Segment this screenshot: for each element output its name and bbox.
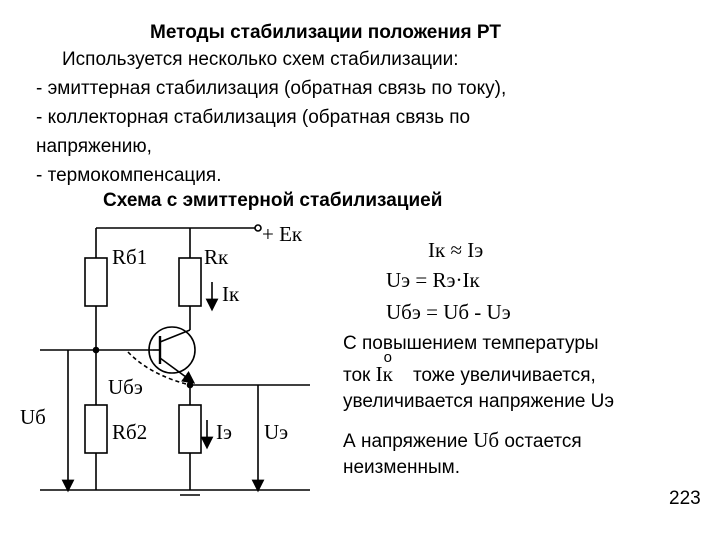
explanation-voltage: А напряжение (343, 431, 468, 452)
list-item-collector-cont: напряжению, (36, 136, 152, 157)
explanation-line-4 (343, 428, 582, 453)
circuit-subtitle: Схема с эмиттерной стабилизацией (103, 190, 443, 211)
current-ik: Iк (375, 362, 393, 386)
supply-terminal (255, 225, 261, 231)
ue-label: Uэ (264, 420, 289, 444)
rk-label: Rк (204, 245, 229, 269)
list-item-emitter: - эмиттерная стабилизация (обратная связь по току), (36, 78, 507, 99)
equation-currents: Iк ≈ Iэ (428, 238, 484, 262)
ik-label: Iк (222, 282, 240, 306)
explanation-line-1: С повышением температуры (343, 333, 599, 354)
list-item-collector: - коллекторная стабилизация (обратная связь по (36, 107, 471, 128)
list-item-thermo: - термокомпенсация. (36, 165, 222, 186)
rb2-resistor (85, 405, 107, 453)
equation-base-emitter: Uбэ = Uб - Uэ (386, 300, 511, 324)
page-number: 223 (669, 488, 701, 509)
re-resistor (179, 405, 201, 453)
rb2-label: Rб2 (112, 420, 148, 444)
equation-emitter-voltage: Uэ = Rэ·Iк (386, 268, 480, 292)
slide-title: Методы стабилизации положения РТ (150, 22, 501, 43)
explanation-line-5: неизменным. (343, 457, 460, 478)
rb1-label: Rб1 (112, 245, 148, 269)
current-symbol (375, 349, 408, 387)
rb1-resistor (85, 258, 107, 306)
rk-resistor (179, 258, 201, 306)
supply-label: + Eк (262, 222, 303, 246)
explanation-tok: ток (343, 365, 371, 386)
current-superscript: о (383, 349, 392, 366)
ie-label: Iэ (216, 420, 233, 444)
explanation-line-2 (343, 349, 596, 387)
explanation-line-3: увеличивается напряжение Uэ (343, 391, 615, 412)
ub-label: Uб (20, 405, 46, 429)
explanation-ub: Uб (473, 428, 500, 452)
explanation-increases: тоже увеличивается, (412, 365, 596, 386)
ube-label: Uбэ (108, 375, 143, 399)
explanation-remains: остается (504, 431, 582, 452)
intro-text: Используется несколько схем стабилизации: (62, 49, 459, 70)
